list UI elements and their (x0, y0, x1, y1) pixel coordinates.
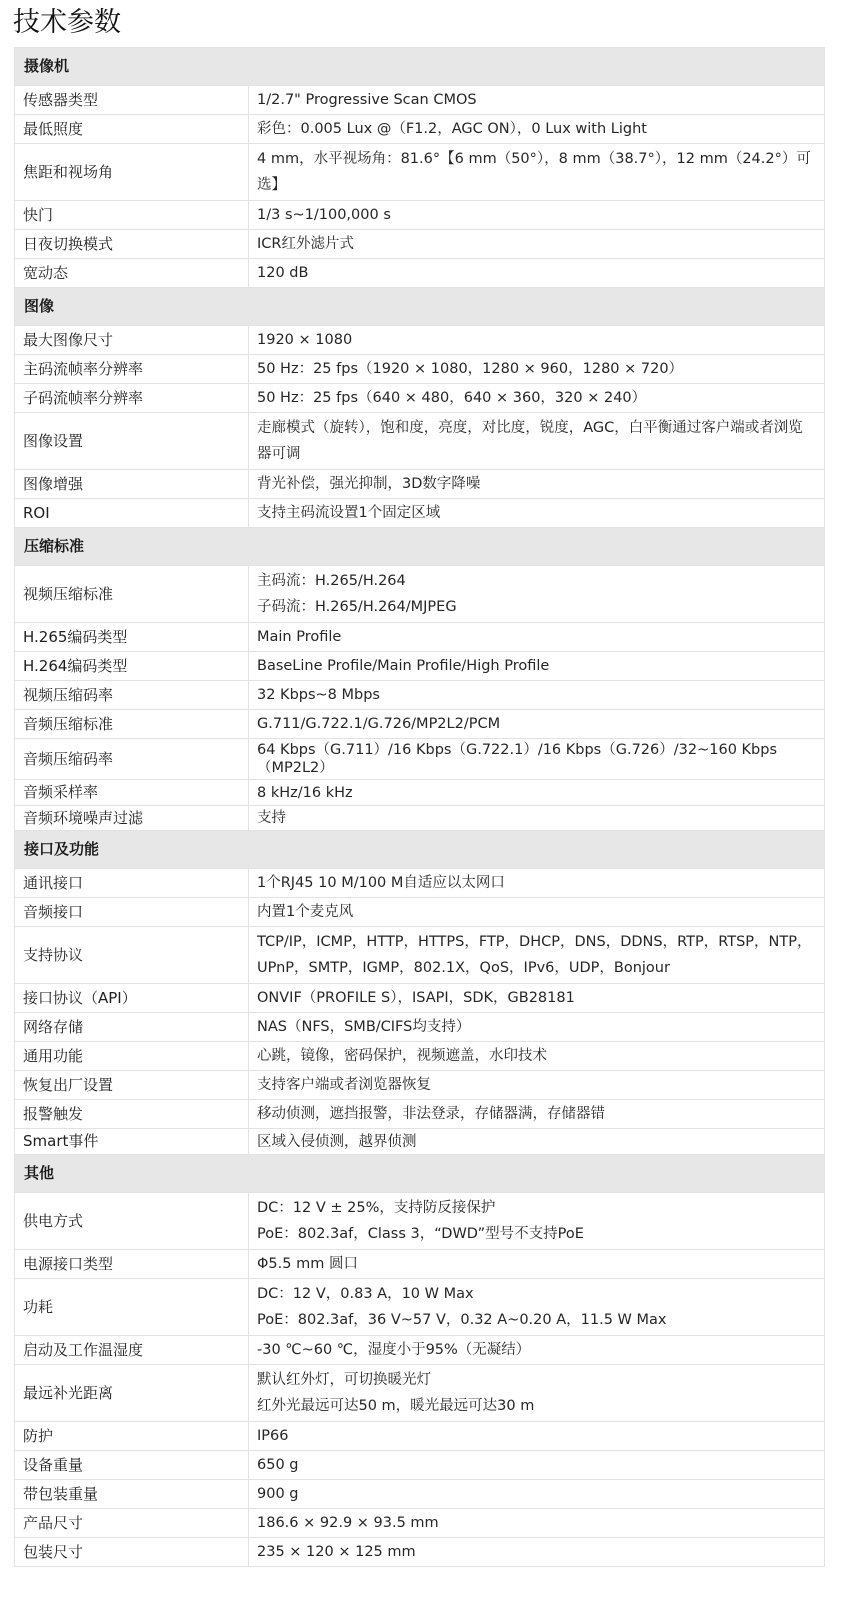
row-label: Smart事件 (15, 1129, 249, 1155)
row-value (249, 780, 825, 806)
section-header (15, 528, 825, 566)
row-value (249, 144, 825, 201)
table-row (15, 470, 825, 499)
row-value (249, 1193, 825, 1250)
table-row (15, 413, 825, 470)
row-label: 防护 (15, 1422, 249, 1451)
row-label: 焦距和视场角 (15, 144, 249, 201)
table-row (15, 1336, 825, 1365)
value-line: 走廊模式（旋转），饱和度，亮度，对比度，锐度，AGC，白平衡通过客户端或者浏览器可调 (257, 420, 803, 462)
table-row (15, 710, 825, 739)
row-label: H.264编码类型 (15, 652, 249, 681)
row-value (249, 566, 825, 623)
value-line: 1/3 s~1/100,000 s (257, 206, 391, 223)
value-line: 50 Hz：25 fps（1920 × 1080，1280 × 960，1280 × 720） (257, 360, 684, 377)
row-label: 网络存储 (15, 1013, 249, 1042)
row-value (249, 115, 825, 144)
row-label: 视频压缩标准 (15, 566, 249, 623)
row-value (249, 1013, 825, 1042)
table-row (15, 1250, 825, 1279)
row-value (249, 326, 825, 355)
table-row (15, 1509, 825, 1538)
table-row (15, 1422, 825, 1451)
value-line: 移动侦测，遮挡报警，非法登录，存储器满，存储器错 (257, 1106, 605, 1123)
value-line: 区域入侵侦测，越界侦测 (257, 1133, 417, 1150)
value-line: Main Profile (257, 628, 342, 645)
value-line: 内置1个麦克风 (257, 904, 354, 921)
table-row (15, 1538, 825, 1567)
row-label: 设备重量 (15, 1451, 249, 1480)
value-line: 186.6 × 92.9 × 93.5 mm (257, 1515, 439, 1532)
row-value (249, 201, 825, 230)
value-line: 8 kHz/16 kHz (257, 784, 353, 801)
row-label: 恢复出厂设置 (15, 1071, 249, 1100)
row-value (249, 413, 825, 470)
table-row (15, 1365, 825, 1422)
section-title: 图像 (15, 288, 825, 326)
value-line: 背光补偿，强光抑制，3D数字降噪 (257, 475, 481, 492)
value-line: 4 mm，水平视场角：81.6°【6 mm（50°），8 mm（38.7°），12 mm（24.2°）可选】 (257, 151, 811, 193)
row-label: 电源接口类型 (15, 1250, 249, 1279)
row-value (249, 984, 825, 1013)
row-label: 最大图像尺寸 (15, 326, 249, 355)
table-row (15, 144, 825, 201)
page-title: 技术参数 (13, 7, 121, 38)
row-value (249, 1422, 825, 1451)
row-label: 音频压缩标准 (15, 710, 249, 739)
value-line: 红外光最远可达50 m，暖光最远可达30 m (257, 1398, 535, 1415)
value-line: ONVIF（PROFILE S），ISAPI，SDK，GB28181 (257, 990, 575, 1007)
value-line: ICR红外滤片式 (257, 235, 354, 252)
table-row (15, 984, 825, 1013)
row-value (249, 499, 825, 528)
section-title: 摄像机 (15, 48, 825, 86)
section-header (15, 831, 825, 869)
value-line: PoE：802.3af，Class 3，“DWD”型号不支持PoE (257, 1226, 584, 1243)
row-label: 通用功能 (15, 1042, 249, 1071)
row-value (249, 355, 825, 384)
table-row (15, 806, 825, 831)
row-value (249, 1100, 825, 1129)
row-label: 图像增强 (15, 470, 249, 499)
row-label: 宽动态 (15, 259, 249, 288)
row-value (249, 623, 825, 652)
row-label: 图像设置 (15, 413, 249, 470)
row-value (249, 1451, 825, 1480)
section-header (15, 1155, 825, 1193)
table-row (15, 623, 825, 652)
value-line: 64 Kbps（G.711）/16 Kbps（G.722.1）/16 Kbps（G.726）/32~160 Kbps（MP2L2） (257, 742, 778, 777)
table-row (15, 1129, 825, 1155)
value-line: 支持 (257, 810, 286, 827)
value-line: 900 g (257, 1486, 299, 1503)
row-value (249, 806, 825, 831)
value-line: DC：12 V ± 25%，支持防反接保护 (257, 1200, 496, 1217)
row-value (249, 1129, 825, 1155)
row-value (249, 927, 825, 984)
row-label: 最远补光距离 (15, 1365, 249, 1422)
row-label: 音频压缩码率 (15, 739, 249, 780)
value-line: Φ5.5 mm 圆口 (257, 1256, 358, 1273)
row-label: 包装尺寸 (15, 1538, 249, 1567)
value-line: 子码流：H.265/H.264/MJPEG (257, 599, 457, 615)
row-label: 启动及工作温湿度 (15, 1336, 249, 1365)
value-line: 1个RJ45 10 M/100 M自适应以太网口 (257, 875, 505, 892)
row-value (249, 1336, 825, 1365)
value-line: 120 dB (257, 264, 309, 281)
value-line: 彩色：0.005 Lux @（F1.2，AGC ON），0 Lux with Light (257, 120, 647, 137)
row-label: 带包装重量 (15, 1480, 249, 1509)
table-row (15, 1451, 825, 1480)
value-line: NAS（NFS，SMB/CIFS均支持） (257, 1019, 471, 1036)
row-label: H.265编码类型 (15, 623, 249, 652)
row-label: 产品尺寸 (15, 1509, 249, 1538)
row-label: 功耗 (15, 1279, 249, 1336)
table-row (15, 898, 825, 927)
section-header (15, 288, 825, 326)
table-row (15, 927, 825, 984)
table-row (15, 681, 825, 710)
table-row (15, 566, 825, 623)
row-label: 视频压缩码率 (15, 681, 249, 710)
row-value (249, 1509, 825, 1538)
row-value (249, 384, 825, 413)
table-row (15, 780, 825, 806)
value-line: 50 Hz：25 fps（640 × 480，640 × 360，320 × 240） (257, 389, 647, 406)
table-row (15, 499, 825, 528)
value-line: IP66 (257, 1428, 289, 1445)
row-value (249, 710, 825, 739)
table-row (15, 739, 825, 780)
row-value (249, 230, 825, 259)
table-row (15, 230, 825, 259)
table-row (15, 1071, 825, 1100)
value-line: DC：12 V，0.83 A，10 W Max (257, 1286, 474, 1303)
row-label: 子码流帧率分辨率 (15, 384, 249, 413)
row-label: 主码流帧率分辨率 (15, 355, 249, 384)
table-row (15, 1279, 825, 1336)
row-label: 最低照度 (15, 115, 249, 144)
row-label: 快门 (15, 201, 249, 230)
spec-table (14, 47, 825, 1567)
value-line: -30 ℃~60 ℃，湿度小于95%（无凝结） (257, 1342, 531, 1359)
row-value (249, 681, 825, 710)
table-row (15, 1042, 825, 1071)
table-row (15, 1100, 825, 1129)
row-value (249, 1042, 825, 1071)
value-line: 1/2.7" Progressive Scan CMOS (257, 91, 477, 108)
row-value (249, 1538, 825, 1567)
row-value (249, 739, 825, 780)
row-value (249, 1250, 825, 1279)
table-row (15, 384, 825, 413)
spec-table-body (15, 48, 825, 1567)
row-label: 供电方式 (15, 1193, 249, 1250)
table-row (15, 1193, 825, 1250)
table-row (15, 355, 825, 384)
value-line: 默认红外灯，可切换暖光灯 (257, 1372, 431, 1389)
row-value (249, 259, 825, 288)
value-line: TCP/IP，ICMP，HTTP，HTTPS，FTP，DHCP，DNS，DDNS，RTP，RTSP，NTP，UPnP，SMTP，IGMP，802.1X，QoS，IPv6，UDP，Bonjour (257, 934, 812, 977)
row-value (249, 652, 825, 681)
section-title: 接口及功能 (15, 831, 825, 869)
section-header (15, 48, 825, 86)
table-row (15, 326, 825, 355)
value-line: BaseLine Profile/Main Profile/High Profile (257, 657, 550, 674)
table-row (15, 652, 825, 681)
value-line: 650 g (257, 1457, 299, 1474)
value-line: 支持客户端或者浏览器恢复 (257, 1077, 431, 1094)
value-line: 主码流：H.265/H.264 (257, 573, 406, 589)
table-row (15, 869, 825, 898)
row-label: 音频环境噪声过滤 (15, 806, 249, 831)
row-label: 通讯接口 (15, 869, 249, 898)
row-label: 报警触发 (15, 1100, 249, 1129)
table-row (15, 1013, 825, 1042)
row-label: 传感器类型 (15, 86, 249, 115)
table-row (15, 1480, 825, 1509)
row-value (249, 1071, 825, 1100)
table-row (15, 115, 825, 144)
row-value (249, 869, 825, 898)
section-title: 压缩标准 (15, 528, 825, 566)
value-line: 235 × 120 × 125 mm (257, 1544, 416, 1561)
row-label: 音频采样率 (15, 780, 249, 806)
value-line: 支持主码流设置1个固定区域 (257, 504, 441, 521)
table-row (15, 86, 825, 115)
row-value (249, 1365, 825, 1422)
row-label: ROI (15, 499, 249, 528)
value-line: 心跳，镜像，密码保护，视频遮盖，水印技术 (257, 1048, 547, 1065)
value-line: 1920 × 1080 (257, 331, 353, 348)
value-line: PoE：802.3af，36 V~57 V，0.32 A~0.20 A，11.5 W Max (257, 1312, 667, 1329)
row-value (249, 898, 825, 927)
row-label: 接口协议（API） (15, 984, 249, 1013)
row-label: 音频接口 (15, 898, 249, 927)
row-label: 日夜切换模式 (15, 230, 249, 259)
row-value (249, 86, 825, 115)
row-value (249, 470, 825, 499)
value-line: G.711/G.722.1/G.726/MP2L2/PCM (257, 715, 501, 732)
value-line: 32 Kbps~8 Mbps (257, 686, 380, 703)
row-value (249, 1480, 825, 1509)
table-row (15, 259, 825, 288)
row-value (249, 1279, 825, 1336)
table-row (15, 201, 825, 230)
section-title: 其他 (15, 1155, 825, 1193)
row-label: 支持协议 (15, 927, 249, 984)
